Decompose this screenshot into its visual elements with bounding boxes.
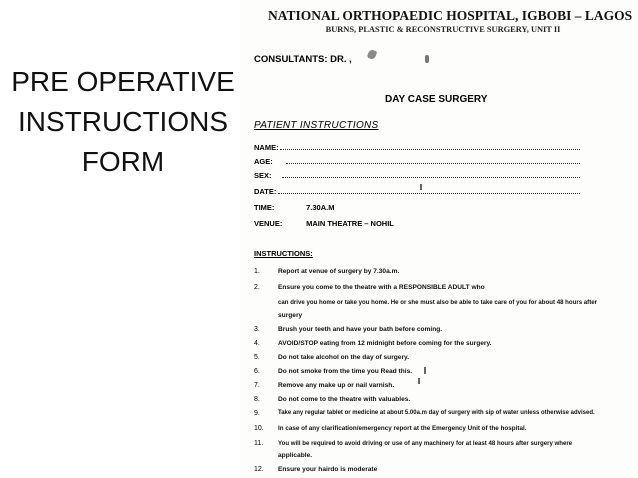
hospital-unit: BURNS, PLASTIC & RECONSTRUCTIVE SURGERY, UNIT II bbox=[325, 25, 561, 34]
instruction-item: Take any regular tablet or medicine at about 5.00a.m day of surgery with sip of water unless otherwise advised. bbox=[278, 410, 595, 416]
instruction-number: 10. bbox=[254, 425, 264, 432]
instruction-item-continued: surgery bbox=[278, 312, 303, 319]
patient-instructions-heading: PATIENT INSTRUCTIONS bbox=[254, 120, 379, 131]
instruction-number: 8. bbox=[254, 396, 260, 403]
ink-smudge bbox=[425, 55, 429, 63]
instruction-number: 7. bbox=[254, 382, 260, 389]
instruction-item: Ensure your hairdo is moderate bbox=[278, 466, 378, 473]
form-subtitle: DAY CASE SURGERY bbox=[385, 94, 488, 105]
age-label: AGE: bbox=[254, 157, 273, 166]
instruction-item: You will be required to avoid driving or use of any machinery for at least 48 hours after surgery where bbox=[278, 440, 573, 447]
instruction-item-continued: applicable. bbox=[278, 452, 313, 459]
instructions-heading: INSTRUCTIONS: bbox=[254, 249, 313, 258]
pen-mark bbox=[420, 184, 422, 190]
instruction-number: 6. bbox=[254, 368, 260, 375]
age-field bbox=[254, 157, 292, 166]
instruction-item: AVOID/STOP eating from 12 midnight before coming for the surgery. bbox=[278, 340, 492, 347]
instruction-number: 2. bbox=[254, 284, 260, 291]
instruction-item: In case of any clarification/emergency report at the Emergency Unit of the hospital. bbox=[278, 425, 527, 432]
instruction-item: Do not take alcohol on the day of surgery. bbox=[278, 354, 410, 361]
consultants-label: CONSULTANTS: DR. , bbox=[254, 54, 352, 65]
ink-smudge bbox=[367, 49, 378, 60]
venue-field bbox=[254, 219, 394, 228]
name-field bbox=[254, 143, 292, 152]
venue-value: MAIN THEATRE – NOHIL bbox=[306, 219, 394, 228]
date-blank-line bbox=[278, 193, 580, 194]
instruction-number: 3. bbox=[254, 326, 260, 333]
slide-title-line-1: PRE OPERATIVE bbox=[11, 66, 235, 97]
name-label: NAME: bbox=[254, 143, 279, 152]
time-value: 7.30A.M bbox=[306, 203, 335, 212]
name-blank-line bbox=[280, 149, 580, 150]
date-label: DATE: bbox=[254, 187, 277, 196]
instruction-item: Ensure you come to the theatre with a RESPONSIBLE ADULT who bbox=[278, 284, 485, 291]
sex-field bbox=[254, 171, 292, 180]
instruction-number: 9. bbox=[254, 410, 260, 417]
age-blank-line bbox=[286, 163, 580, 164]
slide-title bbox=[6, 62, 240, 182]
instruction-item: Remove any make up or nail varnish. bbox=[278, 382, 395, 389]
instruction-item: Do not come to the theatre with valuables. bbox=[278, 396, 411, 403]
venue-label: VENUE: bbox=[254, 219, 283, 228]
instruction-item-continued: can drive you home or take you home. He or she must also be able to take care of you for about 48 hours after bbox=[278, 299, 597, 306]
instruction-item: Brush your teeth and have your bath before coming. bbox=[278, 326, 443, 333]
pen-mark bbox=[424, 367, 426, 374]
instruction-item: Report at venue of surgery by 7.30a.m. bbox=[278, 268, 400, 275]
time-label: TIME: bbox=[254, 203, 275, 212]
slide-title-line-3: FORM bbox=[81, 146, 165, 177]
instruction-number: 12. bbox=[254, 466, 264, 473]
sex-blank-line bbox=[282, 177, 580, 178]
time-field bbox=[254, 203, 334, 212]
slide-title-line-2: INSTRUCTIONS bbox=[18, 106, 228, 137]
instruction-item: Do not smoke from the time you Read this. bbox=[278, 368, 413, 375]
instruction-number: 5. bbox=[254, 354, 260, 361]
instruction-number: 1. bbox=[254, 268, 260, 275]
hospital-name: NATIONAL ORTHOPAEDIC HOSPITAL, IGBOBI – LAGOS bbox=[268, 8, 633, 23]
sex-label: SEX: bbox=[254, 171, 272, 180]
instruction-number: 11. bbox=[254, 440, 264, 447]
scanned-form bbox=[240, 0, 638, 478]
instruction-number: 4. bbox=[254, 340, 260, 347]
date-field bbox=[254, 187, 292, 196]
pen-mark bbox=[418, 378, 420, 384]
